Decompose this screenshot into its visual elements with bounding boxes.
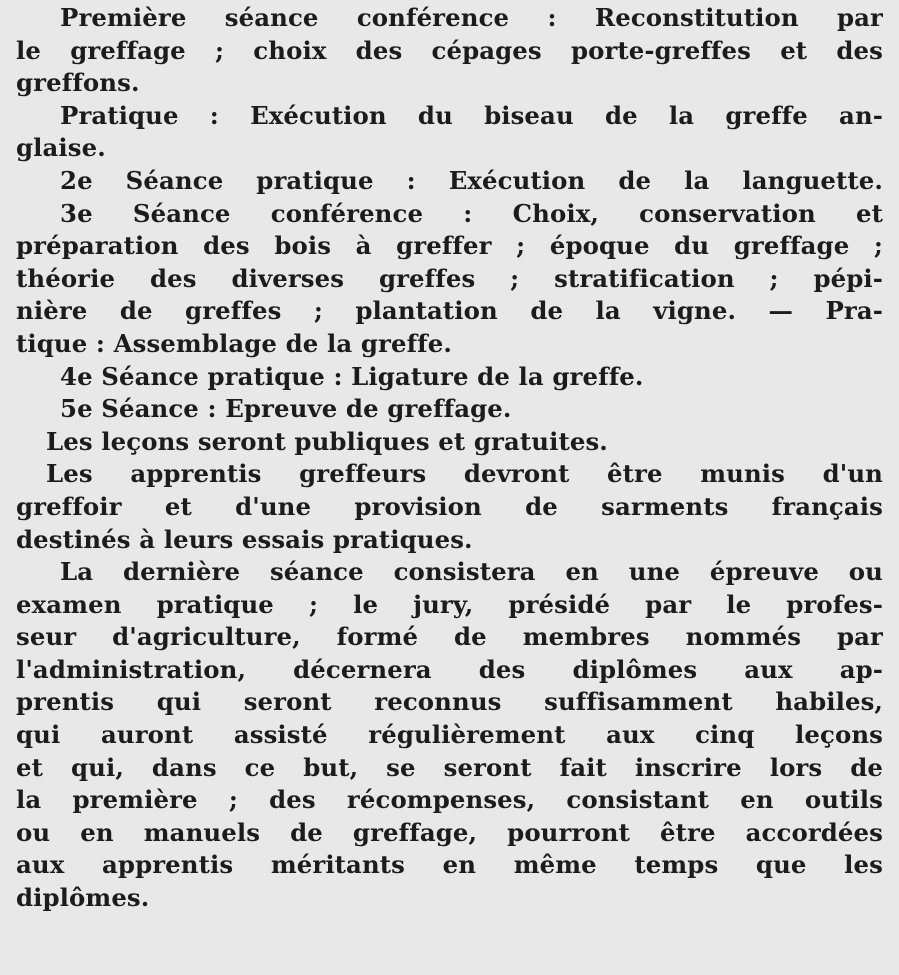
text-line: Les apprentis greffeurs devront être munis d'un [46,459,883,489]
text-line: préparation des bois à greffer ; époque du greffage ; [16,231,883,261]
text-line: nière de greffes ; plantation de la vigne. — Pra- [16,296,883,326]
text-line: destinés à leurs essais pratiques. [16,524,473,554]
text-line: qui auront assisté régulièrement aux cinq leçons [16,720,883,750]
text-line: ou en manuels de greffage, pourront être accordées [16,817,883,847]
text-line: prentis qui seront reconnus suffisamment habiles, [16,687,883,717]
text-line: Les leçons seront publiques et gratuites. [46,426,608,456]
text-line: seur d'agriculture, formé de membres nommés par [16,622,883,652]
text-line: 5e Séance : Epreuve de greffage. [60,394,512,424]
text-line: greffoir et d'une provision de sarments français [16,491,883,521]
text-line: examen pratique ; le jury, présidé par le profes- [16,589,883,619]
text-line: l'administration, décernera des diplômes aux ap- [16,654,883,684]
text-line: greffons. [16,68,140,98]
text-line: tique : Assemblage de la greffe. [16,328,452,358]
text-line: et qui, dans ce but, se seront fait inscrire lors de [16,752,883,782]
text-line: le greffage ; choix des cépages porte-greffes et des [16,35,883,65]
text-line: 3e Séance conférence : Choix, conservation et [60,198,883,228]
text-line: diplômes. [16,883,150,913]
text-line: La dernière séance consistera en une épreuve ou [60,557,883,587]
text-line: glaise. [16,133,106,163]
text-line: théorie des diverses greffes ; stratification ; pépi- [16,263,883,293]
text-line: 4e Séance pratique : Ligature de la greffe. [60,361,644,391]
text-line: aux apprentis méritants en même temps que les [16,850,883,880]
text-line: Pratique : Exécution du biseau de la greffe an- [60,100,883,130]
text-line: 2e Séance pratique : Exécution de la languette. [60,165,883,195]
text-line: la première ; des récompenses, consistant en outils [16,785,883,815]
text-line: Première séance conférence : Reconstitution par [60,3,883,32]
